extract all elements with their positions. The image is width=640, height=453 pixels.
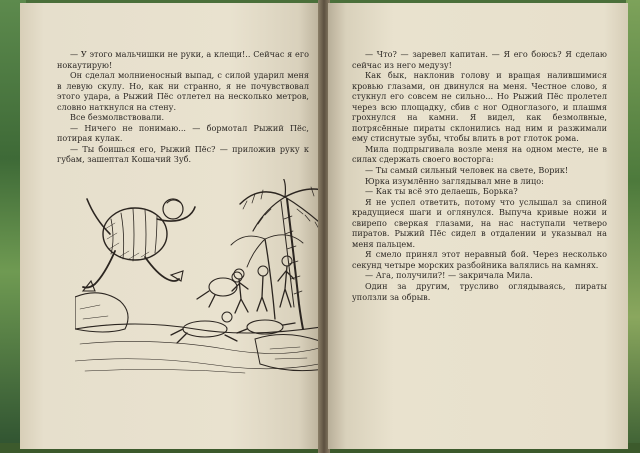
paragraph: Мила подпрыгивала возле меня на одном месте, не в силах сдержать своего восторга: <box>352 143 607 165</box>
left-page-text <box>57 49 309 165</box>
paragraph: — Ты боишься его, Рыжий Пёс? — приложив руку к губам, зашептал Кошачий Зуб. <box>57 143 309 165</box>
paragraph: — Ты самый сильный человек на свете, Ворик! <box>365 165 569 176</box>
paragraph: — Что? — заревел капитан. — Я его боюсь? Я сделаю сейчас из него медузу! <box>352 49 607 70</box>
paragraph: — У этого мальчишки не руки, а клещи!.. Сейчас я его нокаутирую! <box>57 49 309 70</box>
background-right-edge <box>626 0 640 453</box>
paragraph: Я не успел ответить, потому что услышал за спиной крадущиеся шаги и оглянулся. Выпуча кривые ножи и свирепо сверкая глазами, на нас наступали четверо пиратов. Рыжий Пёс сидел в отдалении и указывал на меня пальцем. <box>352 196 607 249</box>
paragraph: — Как ты всё это делаешь, Борька? <box>365 186 518 197</box>
right-page-text <box>352 49 607 302</box>
paragraph: Все безмолвствовали. <box>70 112 165 123</box>
paragraph: Он сделал молниеносный выпад, с силой ударил меня в левую скулу. Но, как ни странно, я не почувствовал этого удара, а Рыжий Пёс отлетел на несколько метров, словно наткнулся на стену. <box>57 70 309 112</box>
right-page <box>328 3 628 449</box>
paragraph: — Ага, получили?! — закричала Мила. <box>365 270 533 281</box>
paragraph: Как бык, наклонив голову и вращая налившимися кровью глазами, он двинулся на меня. Честное слово, я стукнул его совсем не сильно... Но Рыжий Пёс пролетел через всю площадку, сбив с ног Одноглазого, и плашмя грохнулся на камни. Я видел, как безмолвные, потрясённые пираты склонились над ним и разжимали ему стиснутые зубы, чтобы влить в рот глоток рома. <box>352 70 607 144</box>
paragraph: Я смело принял этот неравный бой. Через несколько секунд четыре морских разбойника валялись на камнях. <box>352 249 607 270</box>
left-page <box>20 3 320 449</box>
paragraph: Юрка изумлённо заглядывал мне в лицо: <box>365 175 544 186</box>
paragraph: Один за другим, трусливо оглядываясь, пираты уползли за обрыв. <box>352 281 607 302</box>
paragraph: — Ничего не понимаю... — бормотал Рыжий Пёс, потирая кулак. <box>57 122 309 144</box>
pirate-fight-illustration <box>75 179 320 376</box>
